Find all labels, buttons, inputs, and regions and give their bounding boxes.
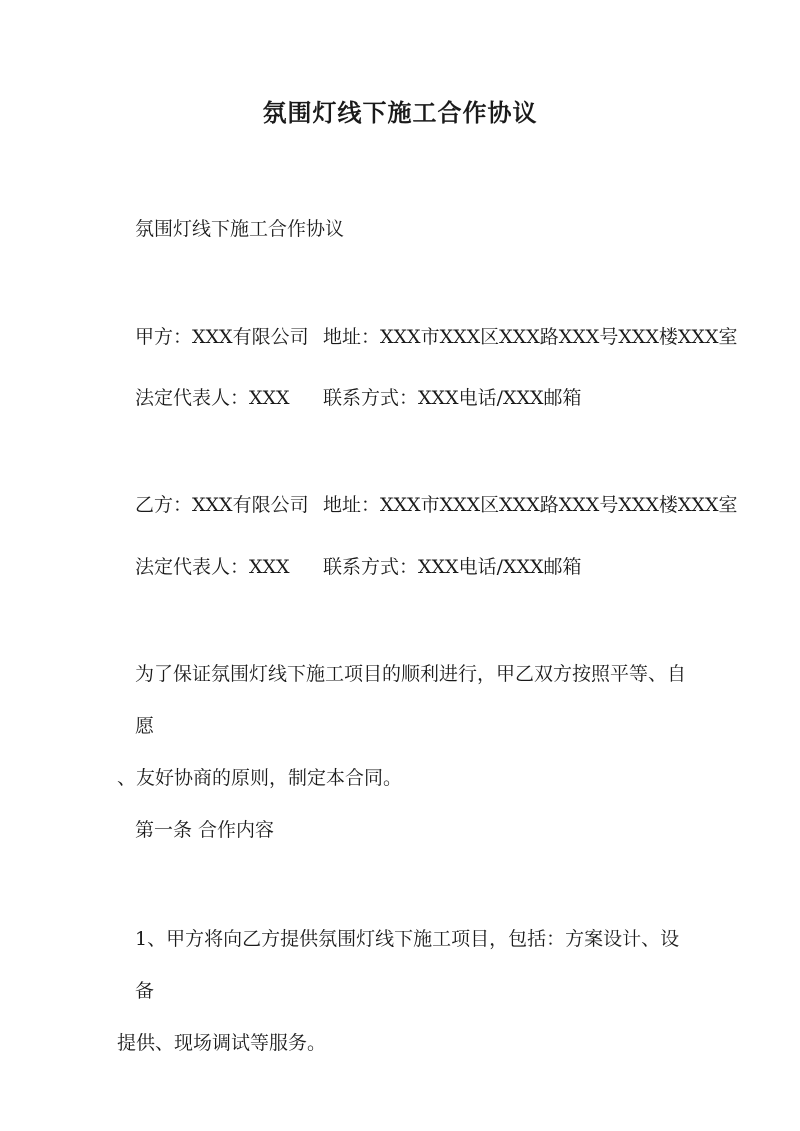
party-b-representative: 法定代表人：XXX <box>135 556 290 578</box>
article-1-heading: 第一条 合作内容 <box>135 819 275 841</box>
preamble-line-2: 、友好协商的原则，制定本合同。 <box>117 767 403 789</box>
article-1-item-1-line-2: 提供、现场调试等服务。 <box>117 1032 327 1054</box>
party-a-row <box>135 322 738 352</box>
party-b-representative-row <box>135 552 582 582</box>
party-a-address: 地址：XXX市XXX区XXX路XXX号XXX楼XXX室 <box>323 326 738 348</box>
article-1-item-1 <box>117 913 697 1069</box>
document-title: 氛围灯线下施工合作协议 <box>262 98 538 127</box>
party-b-name: 乙方：XXX有限公司 <box>135 494 309 516</box>
party-a-contact: 联系方式：XXX电话/XXX邮箱 <box>323 387 582 409</box>
party-b-address: 地址：XXX市XXX区XXX路XXX号XXX楼XXX室 <box>323 494 738 516</box>
party-b-contact: 联系方式：XXX电话/XXX邮箱 <box>323 556 582 578</box>
party-a-name: 甲方：XXX有限公司 <box>135 326 309 348</box>
party-a-representative-row <box>135 383 582 413</box>
party-b-row <box>135 490 738 520</box>
party-a-representative: 法定代表人：XXX <box>135 387 290 409</box>
preamble-line-1: 为了保证氛围灯线下施工项目的顺利进行，甲乙双方按照平等、自愿 <box>135 663 687 737</box>
article-1-item-1-line-1: 1、甲方将向乙方提供氛围灯线下施工项目，包括：方案设计、设备 <box>135 928 680 1002</box>
document-subtitle: 氛围灯线下施工合作协议 <box>135 218 345 240</box>
preamble-paragraph <box>117 648 695 804</box>
